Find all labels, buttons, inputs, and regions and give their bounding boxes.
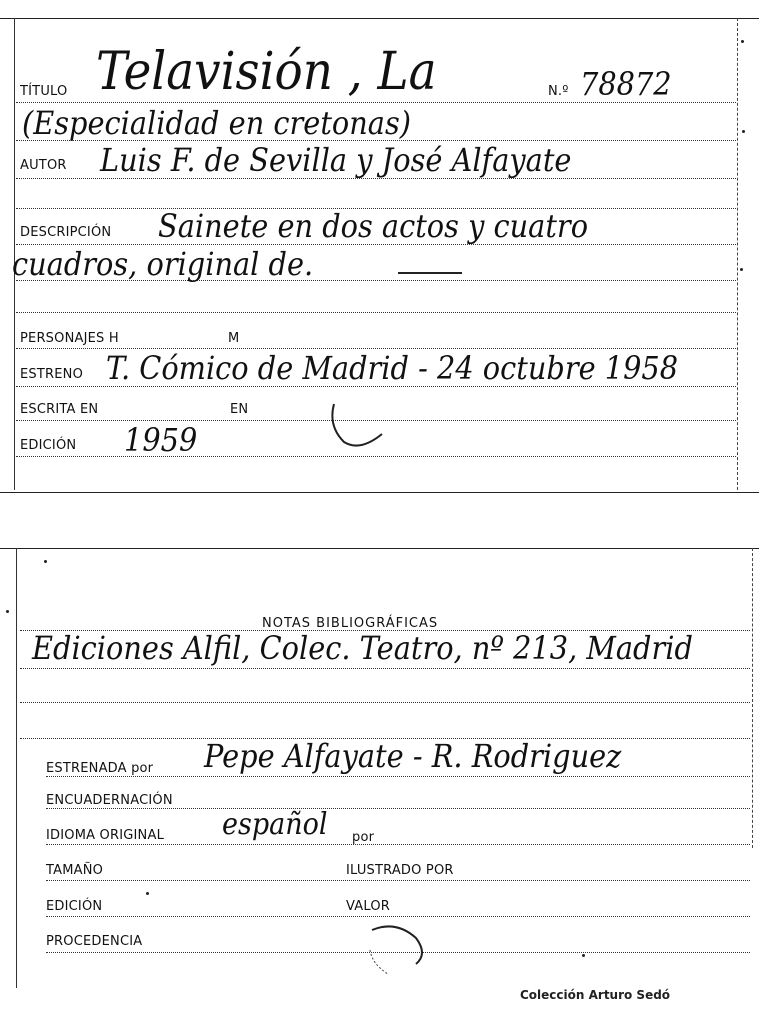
row-line [46, 844, 750, 845]
paper-speck [742, 130, 745, 133]
paper-speck [44, 560, 47, 563]
row-line [46, 776, 750, 777]
estreno-label: ESTRENO [20, 367, 84, 382]
descripcion-label: DESCRIPCIÓN [20, 225, 112, 240]
paper-speck [6, 610, 9, 613]
subtitulo-value: (Especialidad en cretonas) [22, 104, 411, 142]
titulo-label: TÍTULO [20, 84, 68, 99]
personajes-m-label: M [228, 331, 240, 346]
card-left-edge [16, 548, 17, 988]
autor-value: Luis F. de Sevilla y José Alfayate [100, 141, 572, 179]
notas-value: Ediciones Alfil, Colec. Teatro, nº 213, Madrid [32, 629, 693, 667]
card-bottom-edge [0, 492, 759, 493]
paper-speck [146, 892, 149, 895]
procedencia-label: PROCEDENCIA [46, 934, 143, 949]
edicion-label: EDICIÓN [20, 438, 77, 453]
edicion-value: 1959 [124, 421, 198, 459]
edicion-label: EDICIÓN [46, 899, 103, 914]
estrenada-value: Pepe Alfayate - R. Rodriguez [204, 737, 622, 775]
notas-heading: NOTAS BIBLIOGRÁFICAS [262, 616, 439, 631]
idioma-label: IDIOMA ORIGINAL [46, 828, 165, 843]
personajes-label: PERSONAJES H [20, 331, 119, 346]
paper-speck [740, 268, 743, 271]
encuadernacion-label: ENCUADERNACIÓN [46, 793, 173, 808]
card-right-edge [752, 548, 753, 848]
coleccion-credit: Colección Arturo Sedó [520, 988, 671, 1002]
idioma-por-label: por [352, 830, 375, 845]
card-top-edge [0, 548, 759, 549]
row-line [46, 808, 750, 809]
paper-speck [741, 40, 744, 43]
ilustrado-label: ILUSTRADO POR [346, 863, 454, 878]
descripcion-value-1: Sainete en dos actos y cuatro [158, 207, 589, 245]
paper-speck [582, 954, 585, 957]
row-line [20, 668, 750, 669]
tamano-label: TAMAÑO [46, 863, 104, 878]
estrenada-label: ESTRENADA por [46, 761, 154, 776]
row-line [46, 880, 750, 881]
numero-value: 78872 [580, 65, 672, 103]
en-label: EN [230, 402, 249, 417]
blank-underline [398, 272, 462, 274]
idioma-value: español [222, 807, 328, 842]
card-top-edge [0, 18, 759, 19]
catalog-card-back [0, 540, 759, 1028]
titulo-value: Telavisión , La [96, 42, 437, 102]
autor-label: AUTOR [20, 158, 67, 173]
catalog-card-front [0, 0, 759, 500]
card-right-edge [737, 18, 738, 490]
row-line [20, 702, 750, 703]
row-line [46, 916, 750, 917]
escrita-en-label: ESCRITA EN [20, 402, 99, 417]
valor-label: VALOR [346, 899, 390, 914]
punch-hole-mark [326, 398, 390, 452]
descripcion-value-2: cuadros, original de. [12, 245, 314, 283]
numero-label: N.º [548, 84, 569, 99]
punch-hole-mark [362, 920, 428, 980]
estreno-value: T. Cómico de Madrid - 24 octubre 1958 [106, 349, 679, 387]
row-line [16, 312, 736, 313]
